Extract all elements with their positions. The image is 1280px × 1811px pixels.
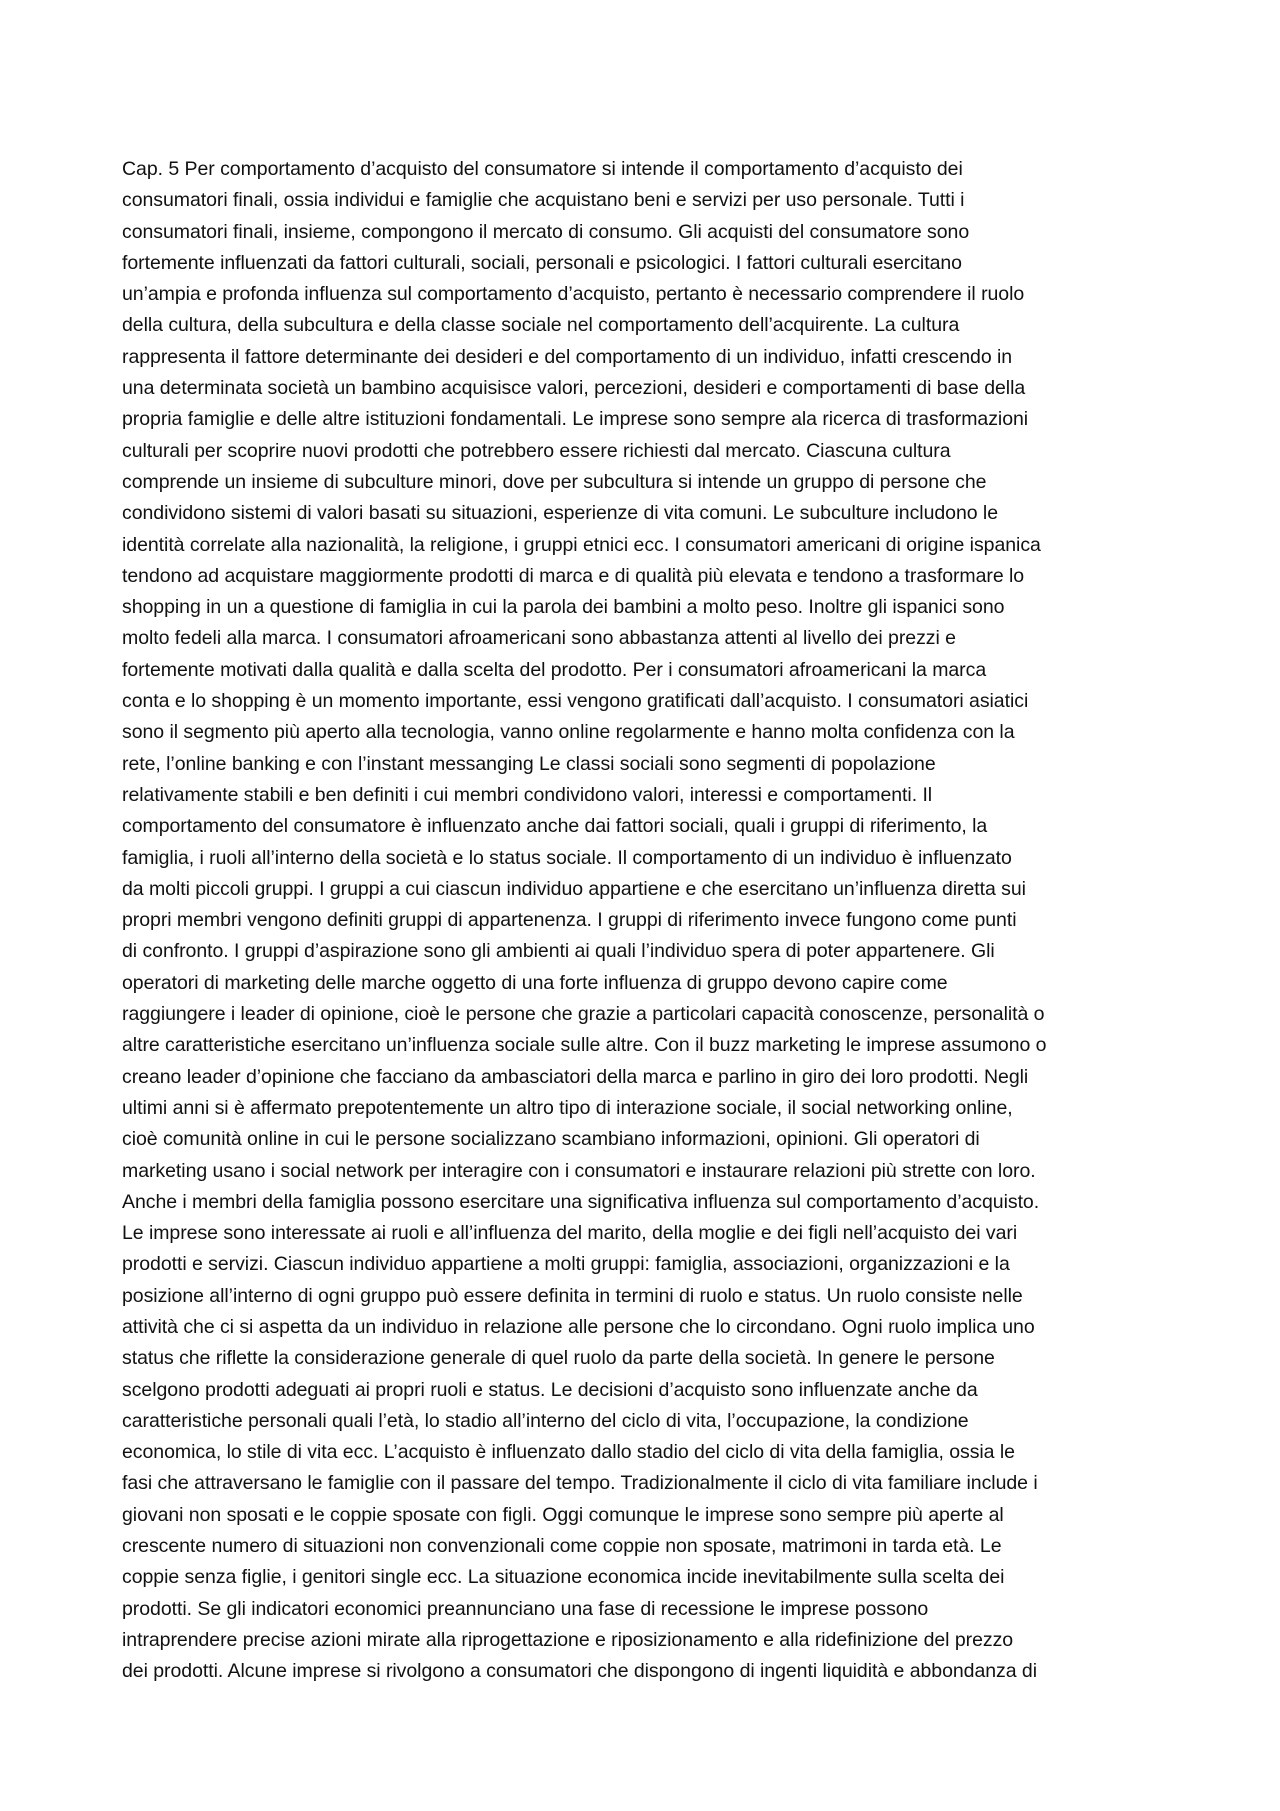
text-line: comprende un insieme di subculture minori, dove per subcultura si intende un gruppo di persone che <box>122 470 987 493</box>
text-line: Le imprese sono interessate ai ruoli e all’influenza del marito, della moglie e dei figli nell’acquisto dei vari <box>122 1222 1018 1245</box>
text-line: relativamente stabili e ben definiti i cui membri condividono valori, interessi e comportamenti. Il <box>122 783 933 806</box>
text-line: condividono sistemi di valori basati su situazioni, esperienze di vita comuni. Le subculture includono le <box>122 502 998 525</box>
text-line: fasi che attraversano le famiglie con il passare del tempo. Tradizionalmente il ciclo di vita familiare include i <box>122 1472 1038 1495</box>
body-paragraph <box>122 154 1162 1688</box>
text-line: coppie senza figlie, i genitori single ecc. La situazione economica incide inevitabilmente sulla scelta dei <box>122 1566 1005 1589</box>
text-line: della cultura, della subcultura e della classe sociale nel comportamento dell’acquirente. La cultura <box>122 314 960 337</box>
text-line: comportamento del consumatore è influenzato anche dai fattori sociali, quali i gruppi di riferimento, la <box>122 815 988 838</box>
text-line: ultimi anni si è affermato prepotentemente un altro tipo di interazione sociale, il social networking online, <box>122 1096 1013 1119</box>
text-line: conta e lo shopping è un momento importante, essi vengono gratificati dall’acquisto. I consumatori asiatici <box>122 690 1029 713</box>
text-line: shopping in un a questione di famiglia in cui la parola dei bambini a molto peso. Inoltre gli ispanici sono <box>122 596 1005 619</box>
text-line: scelgono prodotti adeguati ai propri ruoli e status. Le decisioni d’acquisto sono influenzate anche da <box>122 1378 978 1401</box>
text-line: un’ampia e profonda influenza sul comportamento d’acquisto, pertanto è necessario comprendere il ruolo <box>122 283 1025 306</box>
text-line: consumatori finali, ossia individui e famiglie che acquistano beni e servizi per uso personale. Tutti i <box>122 189 965 212</box>
text-line: posizione all’interno di ogni gruppo può essere definita in termini di ruolo e status. Un ruolo consiste nelle <box>122 1284 1023 1307</box>
text-line: fortemente influenzati da fattori culturali, sociali, personali e psicologici. I fattori culturali esercitano <box>122 251 962 274</box>
text-line: prodotti e servizi. Ciascun individuo appartiene a molti gruppi: famiglia, associazioni, organizzazioni e la <box>122 1253 1010 1276</box>
text-line: crescente numero di situazioni non convenzionali come coppie non sposate, matrimoni in tarda età. Le <box>122 1535 1002 1558</box>
text-line: culturali per scoprire nuovi prodotti che potrebbero essere richiesti dal mercato. Ciascuna cultura <box>122 439 951 462</box>
text-line: rete, l’online banking e con l’instant messanging Le classi sociali sono segmenti di popolazione <box>122 752 936 775</box>
text-line: attività che ci si aspetta da un individuo in relazione alle persone che lo circondano. Ogni ruolo implica uno <box>122 1315 1035 1338</box>
text-line: rappresenta il fattore determinante dei desideri e del comportamento di un individuo, infatti crescendo in <box>122 345 1013 368</box>
text-line: famiglia, i ruoli all’interno della società e lo status sociale. Il comportamento di un individuo è influenzato <box>122 846 1012 869</box>
text-line: Cap. 5 Per comportamento d’acquisto del consumatore si intende il comportamento d’acquisto dei <box>122 158 963 180</box>
text-line: caratteristiche personali quali l’età, lo stadio all’interno del ciclo di vita, l’occupazione, la condizione <box>122 1409 969 1432</box>
text-line: Anche i membri della famiglia possono esercitare una significativa influenza sul comportamento d’acquisto. <box>122 1190 1040 1213</box>
text-line: altre caratteristiche esercitano un’influenza sociale sulle altre. Con il buzz marketing le imprese assumono o <box>122 1034 1047 1057</box>
text-line: giovani non sposati e le coppie sposate con figli. Oggi comunque le imprese sono sempre più aperte al <box>122 1503 1004 1526</box>
text-line: cioè comunità online in cui le persone socializzano scambiano informazioni, opinioni. Gli operatori di <box>122 1128 980 1151</box>
text-line: propri membri vengono definiti gruppi di appartenenza. I gruppi di riferimento invece fungono come punti <box>122 909 1017 932</box>
text-line: intraprendere precise azioni mirate alla riprogettazione e riposizionamento e alla ridefinizione del prezzo <box>122 1628 1014 1651</box>
text-line: economica, lo stile di vita ecc. L’acquisto è influenzato dallo stadio del ciclo di vita della famiglia, ossia le <box>122 1441 1015 1464</box>
text-line: dei prodotti. Alcune imprese si rivolgono a consumatori che dispongono di ingenti liquidità e abbondanza di <box>122 1660 1037 1683</box>
text-line: sono il segmento più aperto alla tecnologia, vanno online regolarmente e hanno molta confidenza con la <box>122 721 1015 744</box>
text-line: identità correlate alla nazionalità, la religione, i gruppi etnici ecc. I consumatori americani di origine ispanica <box>122 533 1041 556</box>
text-line: da molti piccoli gruppi. I gruppi a cui ciascun individuo appartiene e che esercitano un’influenza diretta sui <box>122 877 1026 900</box>
text-line: consumatori finali, insieme, compongono il mercato di consumo. Gli acquisti del consumatore sono <box>122 220 970 243</box>
text-line: tendono ad acquistare maggiormente prodotti di marca e di qualità più elevata e tendono a trasformare lo <box>122 564 1025 587</box>
text-line: marketing usano i social network per interagire con i consumatori e instaurare relazioni più strette con loro. <box>122 1159 1036 1182</box>
text-line: status che riflette la considerazione generale di quel ruolo da parte della società. In genere le persone <box>122 1347 995 1370</box>
text-line: fortemente motivati dalla qualità e dalla scelta del prodotto. Per i consumatori afroamericani la marca <box>122 658 987 681</box>
text-line: operatori di marketing delle marche oggetto di una forte influenza di gruppo devono capire come <box>122 971 948 994</box>
text-line: propria famiglie e delle altre istituzioni fondamentali. Le imprese sono sempre ala ricerca di trasformazioni <box>122 408 1029 431</box>
text-line: raggiungere i leader di opinione, cioè le persone che grazie a particolari capacità conoscenze, personalità o <box>122 1003 1045 1026</box>
text-line: molto fedeli alla marca. I consumatori afroamericani sono abbastanza attenti al livello dei prezzi e <box>122 627 956 650</box>
text-line: prodotti. Se gli indicatori economici preannunciano una fase di recessione le imprese possono <box>122 1597 929 1620</box>
text-line: una determinata società un bambino acquisisce valori, percezioni, desideri e comportamenti di base della <box>122 377 1026 400</box>
text-line: di confronto. I gruppi d’aspirazione sono gli ambienti ai quali l’individuo spera di poter appartenere. Gli <box>122 940 995 963</box>
text-line: creano leader d’opinione che facciano da ambasciatori della marca e parlino in giro dei loro prodotti. Negli <box>122 1065 1029 1088</box>
